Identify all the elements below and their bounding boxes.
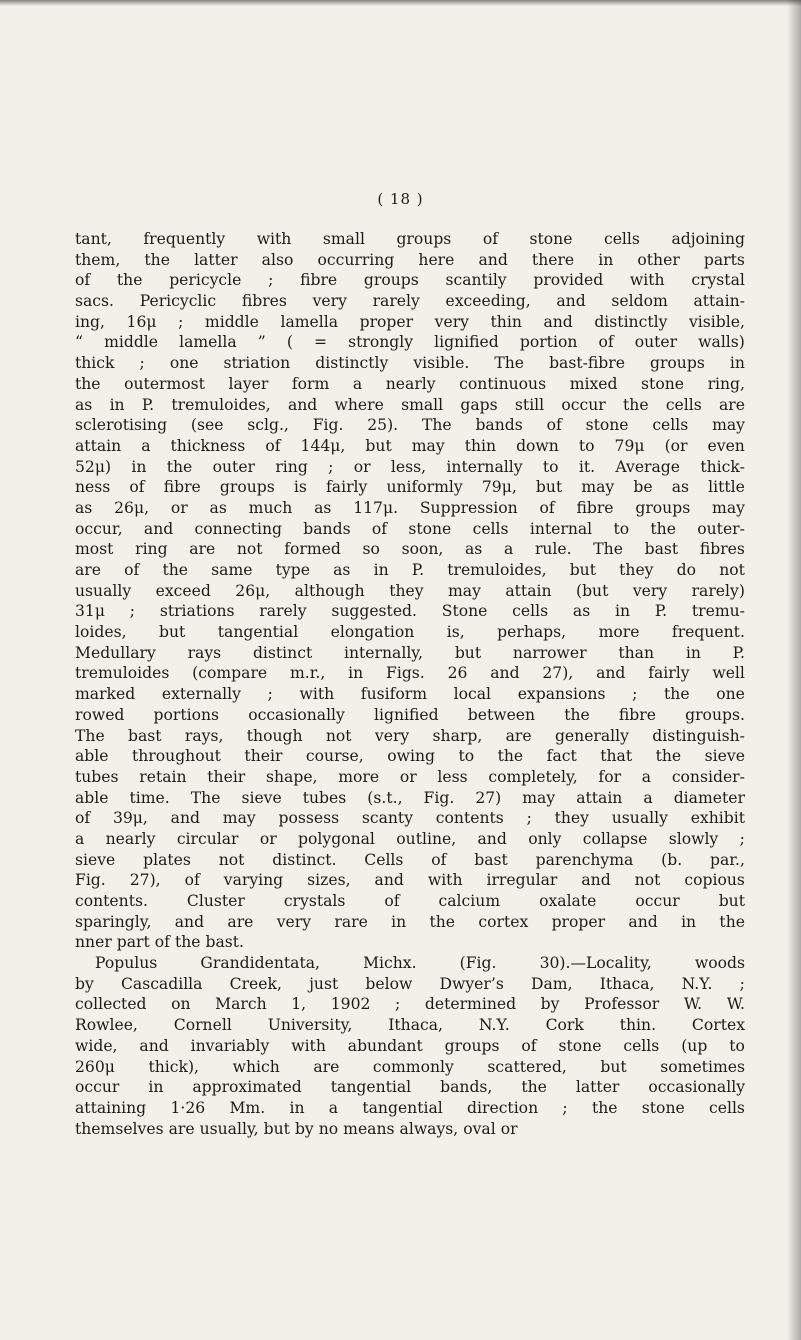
text-line: by Cascadilla Creek, just below Dwyer’s Dam, Ithaca, N.Y. ; [75, 974, 745, 993]
text-line: Rowlee, Cornell University, Ithaca, N.Y. Cork thin. Cortex [75, 1016, 745, 1035]
top-edge-shadow [0, 0, 801, 6]
text-line: occur in approximated tangential bands, the latter occasionally [75, 1078, 745, 1097]
text-line: “ middle lamella ” ( = strongly lignified portion of outer walls) [75, 333, 745, 352]
text-line: 31μ ; striations rarely suggested. Stone cells as in P. tremu- [75, 602, 745, 621]
text-line: themselves are usually, but by no means always, oval or [75, 1119, 518, 1138]
text-line: rowed portions occasionally lignified between the fibre groups. [75, 705, 745, 724]
text-line: Medullary rays distinct internally, but narrower than in P. [75, 643, 745, 662]
text-line: sclerotising (see sclg., Fig. 25). The bands of stone cells may [75, 416, 745, 435]
text-line: 52μ) in the outer ring ; or less, internally to it. Average thick- [75, 457, 745, 476]
text-line: as 26μ, or as much as 117μ. Suppression of fibre groups may [75, 498, 745, 517]
text-line: sparingly, and are very rare in the cortex proper and in the [75, 912, 745, 931]
text-line: marked externally ; with fusiform local expansions ; the one [75, 685, 745, 704]
text-line: tubes retain their shape, more or less completely, for a consider- [75, 767, 745, 786]
text-line: sieve plates not distinct. Cells of bast parenchyma (b. par., [75, 850, 745, 869]
text-line: ness of fibre groups is fairly uniformly 79μ, but may be as little [75, 478, 745, 497]
text-line: loides, but tangential elongation is, perhaps, more frequent. [75, 623, 745, 642]
text-line: wide, and invariably with abundant groups of stone cells (up to [75, 1036, 745, 1055]
text-line: are of the same type as in P. tremuloides, but they do not [75, 561, 745, 579]
text-line: able throughout their course, owing to the fact that the sieve [75, 747, 745, 766]
text-line: tant, frequently with small groups of stone cells adjoining [75, 230, 745, 248]
text-line: of the pericycle ; fibre groups scantily provided with crystal [75, 271, 745, 290]
text-line: usually exceed 26μ, although they may attain (but very rarely) [75, 581, 745, 600]
text-line: able time. The sieve tubes (s.t., Fig. 27) may attain a diameter [75, 788, 745, 807]
text-line: 260μ thick), which are commonly scattered, but sometimes [75, 1057, 745, 1076]
body-text [75, 229, 745, 1139]
page-number: ( 18 ) [377, 190, 424, 208]
text-line: sacs. Pericyclic fibres very rarely exceeding, and seldom attain- [75, 292, 745, 311]
text-line: occur, and connecting bands of stone cells internal to the outer- [75, 519, 745, 538]
text-line: a nearly circular or polygonal outline, and only collapse slowly ; [75, 829, 745, 848]
text-line: attaining 1·26 Mm. in a tangential direction ; the stone cells [75, 1098, 745, 1117]
text-line: contents. Cluster crystals of calcium oxalate occur but [75, 892, 745, 910]
text-line: most ring are not formed so soon, as a rule. The bast fibres [75, 540, 745, 559]
text-line: of 39μ, and may possess scanty contents ; they usually exhibit [75, 809, 745, 828]
text-line: the outermost layer form a nearly continuous mixed stone ring, [75, 374, 745, 393]
text-line: ing, 16μ ; middle lamella proper very thin and distinctly visible, [75, 312, 745, 331]
text-line: them, the latter also occurring here and there in other parts [75, 250, 745, 269]
text-line: Populus Grandidentata, Michx. (Fig. 30).—Locality, woods [95, 954, 745, 973]
text-line: The bast rays, though not very sharp, are generally distinguish- [75, 726, 745, 745]
text-line: nner part of the bast. [75, 933, 245, 952]
text-line: attain a thickness of 144μ, but may thin down to 79μ (or even [75, 436, 745, 455]
text-line: thick ; one striation distinctly visible. The bast-fibre groups in [75, 354, 745, 373]
text-line: Fig. 27), of varying sizes, and with irregular and not copious [75, 871, 745, 890]
text-line: collected on March 1, 1902 ; determined by Professor W. W. [75, 995, 745, 1014]
text-line: as in P. tremuloides, and where small gaps still occur the cells are [75, 395, 745, 414]
text-line: tremuloides (compare m.r., in Figs. 26 and 27), and fairly well [75, 664, 745, 683]
